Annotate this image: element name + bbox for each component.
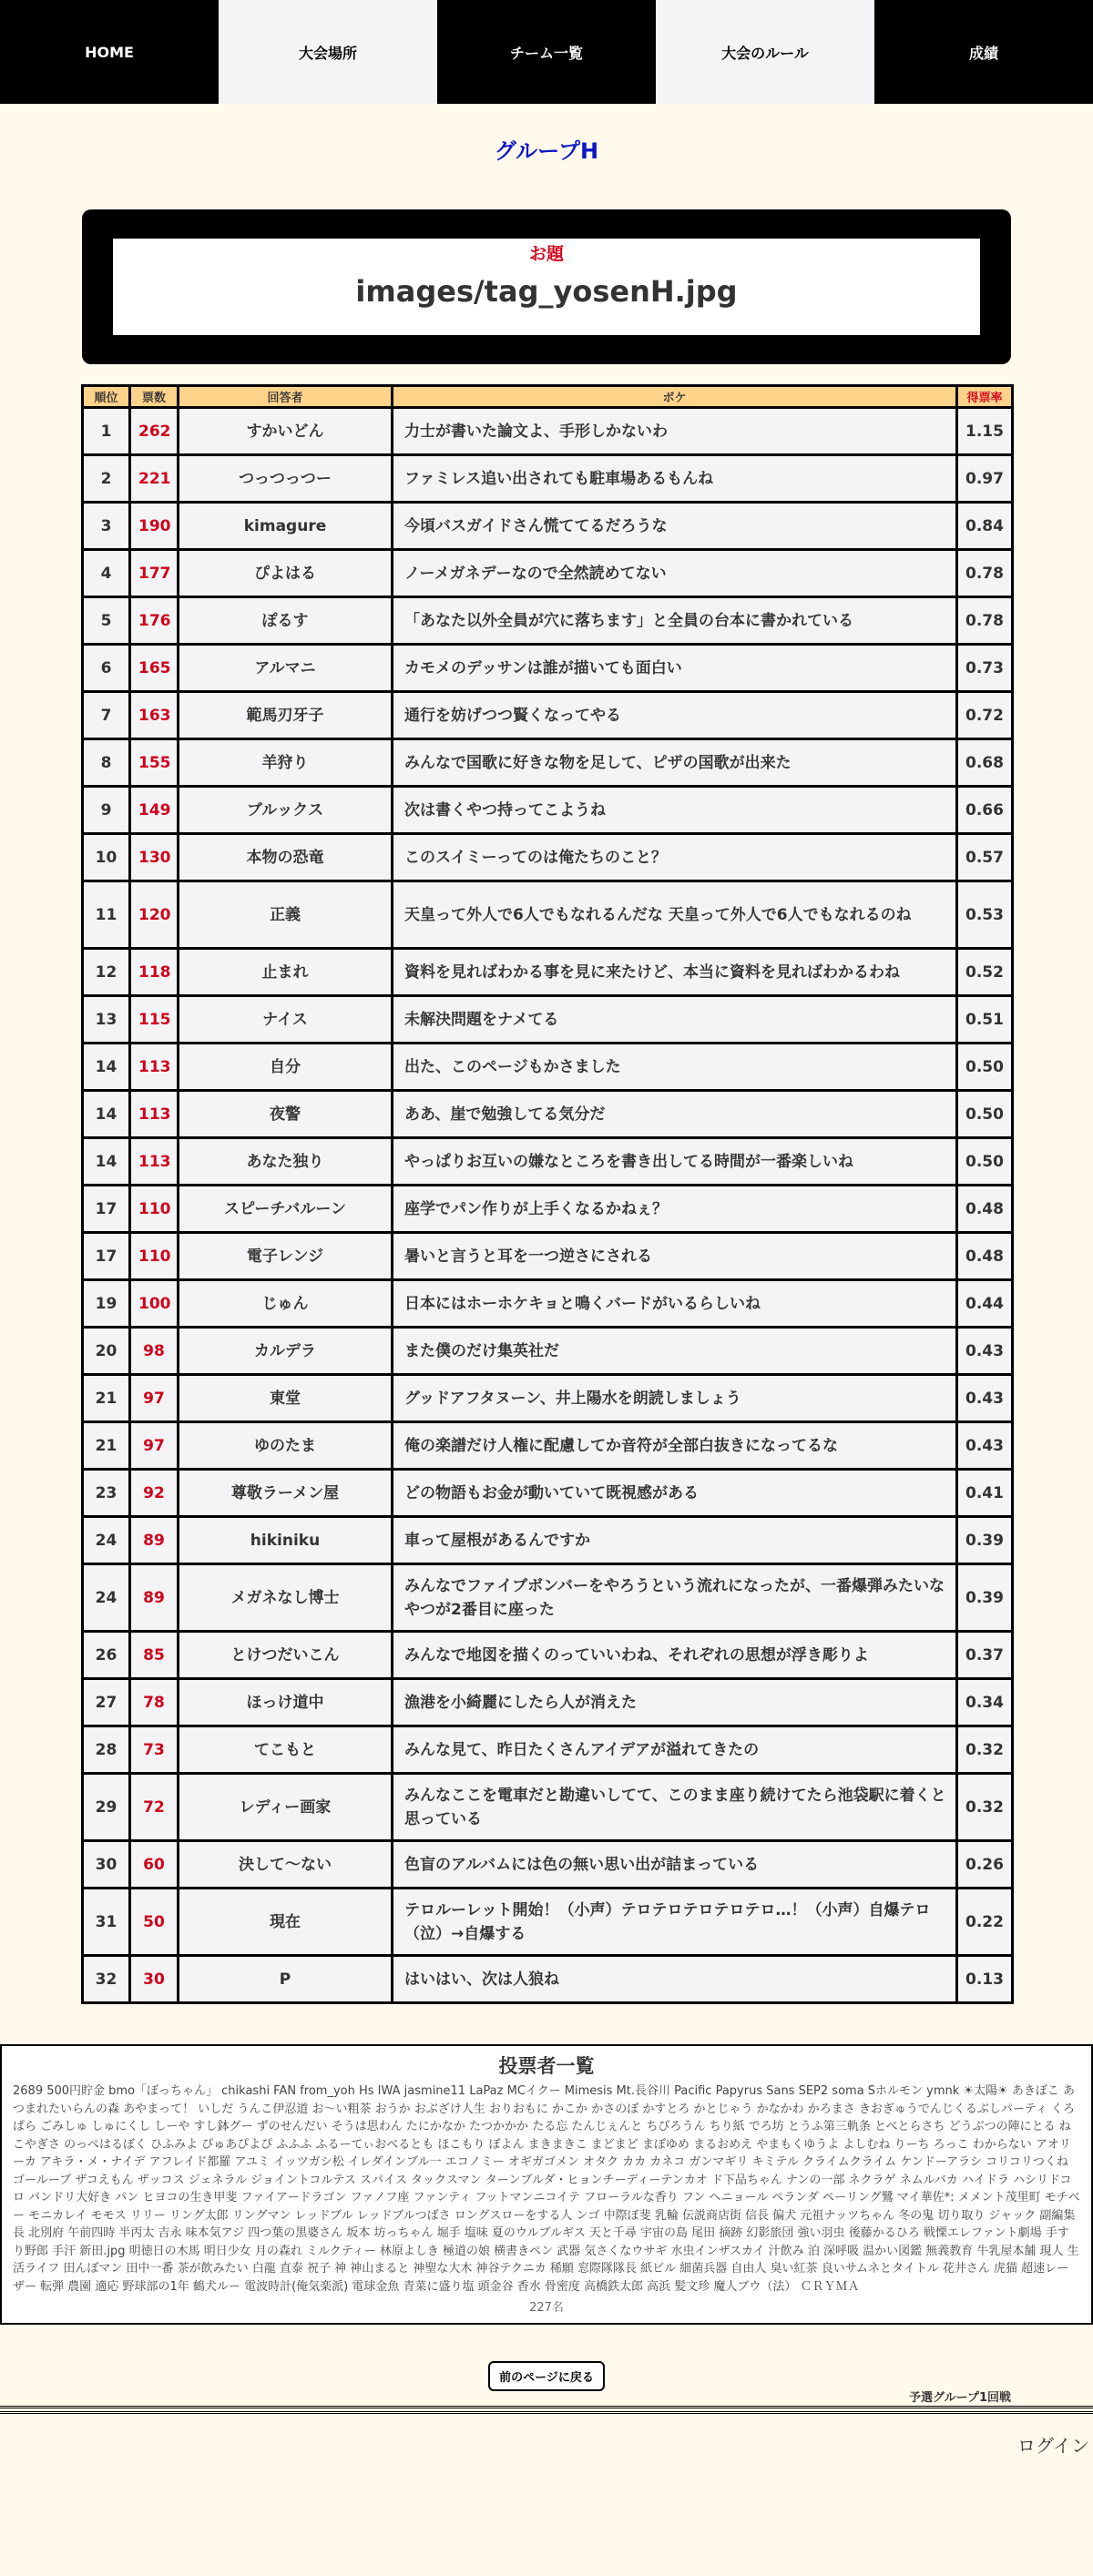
name-cell: じゅん — [179, 1280, 393, 1328]
votes-cell: 110 — [130, 1186, 179, 1233]
table-body — [83, 408, 1013, 2003]
table-row — [83, 1280, 1013, 1328]
footer-link-qualifier[interactable]: 予選グループ1回戦 — [908, 2391, 1011, 2405]
rate-cell: 0.66 — [957, 787, 1013, 834]
rank-cell: 11 — [83, 881, 130, 949]
votes-cell: 149 — [130, 787, 179, 834]
rank-cell: 23 — [83, 1470, 130, 1517]
name-cell: 本物の恐竜 — [179, 834, 393, 881]
voters-title: 投票者一覧 — [498, 2055, 595, 2077]
boke-cell: 座学でパン作りが上手くなるかねぇ？ — [393, 1186, 957, 1233]
theme-inner — [113, 239, 980, 335]
votes-cell: 89 — [130, 1564, 179, 1632]
header-votes: 票数 — [130, 386, 179, 408]
boke-cell: 漁港を小綺麗にしたら人が消えた — [393, 1679, 957, 1726]
table-row — [83, 739, 1013, 787]
boke-cell: みんなで国歌に好きな物を足して、ピザの国歌が出来た — [393, 739, 957, 787]
header-name: 回答者 — [179, 386, 393, 408]
boke-cell: 車って屋根があるんですか — [393, 1517, 957, 1564]
header-boke: ボケ — [393, 386, 957, 408]
name-cell: とけつだいこん — [179, 1632, 393, 1679]
nav-teams[interactable]: チーム一覧 — [437, 0, 656, 104]
nav-venue[interactable]: 大会場所 — [219, 0, 437, 104]
boke-cell: みんなで地図を描くのっていいわね、それぞれの思想が浮き彫りよ — [393, 1632, 957, 1679]
name-cell: 羊狩り — [179, 739, 393, 787]
rate-cell: 0.32 — [957, 1726, 1013, 1774]
boke-cell: グッドアフタヌーン、井上陽水を朗読しましょう — [393, 1375, 957, 1422]
table-row — [83, 1328, 1013, 1375]
name-cell: てこもと — [179, 1726, 393, 1774]
table-row — [83, 408, 1013, 455]
name-cell: 東堂 — [179, 1375, 393, 1422]
name-cell: 自分 — [179, 1044, 393, 1091]
nav-rules[interactable]: 大会のルール — [656, 0, 874, 104]
boke-cell: 通行を妨げつつ賢くなってやる — [393, 692, 957, 739]
table-row — [83, 949, 1013, 996]
rate-cell: 0.34 — [957, 1679, 1013, 1726]
rate-cell: 0.44 — [957, 1280, 1013, 1328]
name-cell: レディー画家 — [179, 1774, 393, 1841]
name-cell: ぽるす — [179, 597, 393, 645]
votes-cell: 30 — [130, 1956, 179, 2003]
rate-cell: 0.51 — [957, 996, 1013, 1044]
rank-cell: 30 — [83, 1841, 130, 1889]
name-cell: 電子レンジ — [179, 1233, 393, 1280]
table-header-row — [83, 386, 1013, 408]
rank-cell: 10 — [83, 834, 130, 881]
votes-cell: 97 — [130, 1422, 179, 1470]
boke-cell: みんなここを電車だと勘違いしてて、このまま座り続けてたら池袋駅に着くと思っている — [393, 1774, 957, 1841]
rank-cell: 1 — [83, 408, 130, 455]
rate-cell: 0.37 — [957, 1632, 1013, 1679]
rank-cell: 4 — [83, 550, 130, 597]
rank-cell: 14 — [83, 1044, 130, 1091]
votes-cell: 110 — [130, 1233, 179, 1280]
voters-panel — [0, 2044, 1093, 2325]
table-row — [83, 1044, 1013, 1091]
votes-cell: 92 — [130, 1470, 179, 1517]
rate-cell: 0.73 — [957, 645, 1013, 692]
boke-cell: どの物語もお金が動いていて既視感がある — [393, 1470, 957, 1517]
table-row — [83, 1233, 1013, 1280]
rate-cell: 0.78 — [957, 550, 1013, 597]
rank-cell: 6 — [83, 645, 130, 692]
name-cell: 現在 — [179, 1889, 393, 1956]
rate-cell: 0.50 — [957, 1091, 1013, 1138]
nav-home[interactable]: HOME — [0, 0, 219, 104]
name-cell: カルデラ — [179, 1328, 393, 1375]
name-cell: 止まれ — [179, 949, 393, 996]
votes-cell: 98 — [130, 1328, 179, 1375]
table-row — [83, 1726, 1013, 1774]
table-row — [83, 597, 1013, 645]
table-row — [83, 1774, 1013, 1841]
page-title: グループH — [494, 138, 599, 164]
header-rank: 順位 — [83, 386, 130, 408]
rate-cell: 0.53 — [957, 881, 1013, 949]
rank-cell: 21 — [83, 1375, 130, 1422]
rate-cell: 1.15 — [957, 408, 1013, 455]
votes-cell: 165 — [130, 645, 179, 692]
rate-cell: 0.43 — [957, 1422, 1013, 1470]
rank-cell: 9 — [83, 787, 130, 834]
rank-cell: 28 — [83, 1726, 130, 1774]
rank-cell: 17 — [83, 1186, 130, 1233]
name-cell: つっつっつー — [179, 455, 393, 503]
votes-cell: 78 — [130, 1679, 179, 1726]
rate-cell: 0.50 — [957, 1044, 1013, 1091]
table-row — [83, 787, 1013, 834]
rate-cell: 0.52 — [957, 949, 1013, 996]
votes-cell: 221 — [130, 455, 179, 503]
boke-cell: 未解決問題をナメてる — [393, 996, 957, 1044]
name-cell: ゆのたま — [179, 1422, 393, 1470]
table-row — [83, 1564, 1013, 1632]
rank-cell: 17 — [83, 1233, 130, 1280]
login-link[interactable]: ログイン — [1017, 2435, 1089, 2457]
header-rate: 得票率 — [957, 386, 1013, 408]
rank-cell: 32 — [83, 1956, 130, 2003]
name-cell: 尊敬ラーメン屋 — [179, 1470, 393, 1517]
rank-cell: 12 — [83, 949, 130, 996]
table-row — [83, 503, 1013, 550]
votes-cell: 113 — [130, 1091, 179, 1138]
boke-cell: このスイミーってのは俺たちのこと？ — [393, 834, 957, 881]
table-row — [83, 455, 1013, 503]
name-cell: アルマニ — [179, 645, 393, 692]
votes-cell: 113 — [130, 1138, 179, 1186]
back-button[interactable]: 前のページに戻る — [488, 2361, 605, 2391]
name-cell: hikiniku — [179, 1517, 393, 1564]
boke-cell: テロルーレット開始！（小声）テロテロテロテロテロ…！（小声）自爆テロ（泣）→自爆する — [393, 1889, 957, 1956]
votes-cell: 100 — [130, 1280, 179, 1328]
rate-cell: 0.84 — [957, 503, 1013, 550]
voters-list: 2689 500円貯金 bmo「ぼっちゃん」 chikashi FAN from_yoh Hs IWA jasmine11 LaPaz MCイクー Mimesis Mt.長谷川 Pacific Papyrus Sans SEP2 soma Sホルモン ymnk ☀太陽☀ あきぼこ あつまれたいらんの森 あやまって！ いしだ うんこ伊忍道 お〜い粗茶 おうか おぶざけ人生 おりおもに かこか かさのぼ かすとろ かとじゃう かなかわ かろまさ きおぎゅうでんじくるぶしパーティ くろぱら ごみしゅ しゅにくし しーや すし鉢グー ずのせんだい そうは思わん たにかなか たつかかか たる忘 たんじぇんと ちびろうん ちり紙 でろ坊 とうふ第三軌条 とべとらさち どうぶつの陣にとる ねこやぎさ のっぺはるぼく ひふみよ ぴゅあぴよぴ ふふふ ふるーてぃおべるとも ほこもり ぼよん まきまきこ まどまど まぼゆめ まるおめえ やまもくゆうよ よしむね りーち ろっこ わからない アオリーカ アキラ・メ・ナイデ アフレイド都羅 アユミ イッツガシ松 イレダインブル一 エコノミー オギガゴメン オタク カカ カネコ ガンマギリ キミテル クライムクライム ケンドーアラシ コリコリつくね ゴールーブ ザコえもん ザッコス ジェネラル ジョイントコルテス スパイス タックスマン ターンブルダ・ヒョンチーディーテンカオ ド下品ちゃん ナンの一部 ネクラゲ ネムルバカ ハイドラ ハシリドコロ バンドリ大好き パン ヒヨコの生き甲斐 ファイアードラゴン ファノフ座 ファンティ フットマンニコイテ フローラルな香り フン ヘニョール ペランダ ペーリング鷺 マイ華佐*: メメント茂里町 モチベー モニカレイ モモス リリー リング太郎 リングマン レッドブル レッドブルつばさ ロングスローをする人 ンゴ 中際ぼ斐 乳輪 伝説商店街 信長 偏犬 元祖ナッツちゃん 冬の鬼 切り取り ジャック 副編集長 北別府 午前四時 半丙太 吉永 味本気アジ 四つ葉の黒婆さん 坂本 坊っちゃん 堀手 塩味 夏のウルブルギス 天と千尋 宇宙の島 尾田 摘跡 幻影旅団 強い羽虫 後藤かるひろ 戦慄エレファント劇場 手すり野郎 手汗 新田.jpg 明徳日の木馬 明日少女 月の森れ ミルクティー 林原よしき 極道の娘 横書きペン 武器 気さくなウサギ 水虫インザスカイ 汁飲み 泊 深呼吸 温かい図鑑 無義教育 牛乳屋本舗 現人 生活ライフ 田んぼマン 田中一番 茶が飲みたい 白龍 直泰 祝子 神 神山まると 神聖な大木 神谷テクニカ 稀願 窓際隊隊長 紙ビル 細菌兵器 自由人 臭い紅茶 良いサムネとタイトル 花井さん 虎猫 超速レーザー 転弾 農園 適応 野球部の1年 鶴犬ルー 電波時計(俺気楽派) 電球金魚 青菜に盛り塩 頭金谷 香水 骨密度 高橋鉄太郎 高浜 髪文珍 魔人ブウ（法） ＣＲＹＭＡ — [13, 2084, 1080, 2294]
footer-divider — [0, 2406, 1093, 2414]
votes-cell: 89 — [130, 1517, 179, 1564]
votes-cell: 118 — [130, 949, 179, 996]
votes-cell: 50 — [130, 1889, 179, 1956]
boke-cell: 力士が書いた論文よ、手形しかないわ — [393, 408, 957, 455]
rate-cell: 0.39 — [957, 1517, 1013, 1564]
votes-cell: 155 — [130, 739, 179, 787]
name-cell: ブルックス — [179, 787, 393, 834]
rate-cell: 0.41 — [957, 1470, 1013, 1517]
rank-cell: 24 — [83, 1517, 130, 1564]
rank-cell: 2 — [83, 455, 130, 503]
results-table — [81, 384, 1014, 2004]
name-cell: ほっけ道中 — [179, 1679, 393, 1726]
rank-cell: 27 — [83, 1679, 130, 1726]
rate-cell: 0.13 — [957, 1956, 1013, 2003]
rank-cell: 29 — [83, 1774, 130, 1841]
rank-cell: 14 — [83, 1091, 130, 1138]
name-cell: あなた独り — [179, 1138, 393, 1186]
name-cell: メガネなし博士 — [179, 1564, 393, 1632]
table-row — [83, 834, 1013, 881]
rank-cell: 14 — [83, 1138, 130, 1186]
rank-cell: 31 — [83, 1889, 130, 1956]
rank-cell: 26 — [83, 1632, 130, 1679]
boke-cell: みんな見て、昨日たくさんアイデアが溢れてきたの — [393, 1726, 957, 1774]
rate-cell: 0.78 — [957, 597, 1013, 645]
boke-cell: 俺の楽譜だけ人権に配慮してか音符が全部白抜きになってるな — [393, 1422, 957, 1470]
rate-cell: 0.48 — [957, 1186, 1013, 1233]
nav-results[interactable]: 成績 — [874, 0, 1093, 104]
table-row — [83, 1138, 1013, 1186]
boke-cell: はいはい、次は人狼ね — [393, 1956, 957, 2003]
votes-cell: 73 — [130, 1726, 179, 1774]
rate-cell: 0.72 — [957, 692, 1013, 739]
name-cell: ぴよはる — [179, 550, 393, 597]
name-cell: kimagure — [179, 503, 393, 550]
table-row — [83, 645, 1013, 692]
boke-cell: 色盲のアルバムには色の無い思い出が詰まっている — [393, 1841, 957, 1889]
boke-cell: 次は書くやつ持ってこようね — [393, 787, 957, 834]
rank-cell: 8 — [83, 739, 130, 787]
name-cell: P — [179, 1956, 393, 2003]
votes-cell: 60 — [130, 1841, 179, 1889]
rank-cell: 19 — [83, 1280, 130, 1328]
rate-cell: 0.43 — [957, 1375, 1013, 1422]
table-row — [83, 1517, 1013, 1564]
rate-cell: 0.97 — [957, 455, 1013, 503]
table-row — [83, 1889, 1013, 1956]
name-cell: 範馬刃牙子 — [179, 692, 393, 739]
boke-cell: 天皇って外人で6人でもなれるんだな 天皇って外人で6人でもなれるのね — [393, 881, 957, 949]
votes-cell: 163 — [130, 692, 179, 739]
votes-cell: 262 — [130, 408, 179, 455]
table-row — [83, 996, 1013, 1044]
boke-cell: 出た、このページもかさました — [393, 1044, 957, 1091]
boke-cell: ファミレス追い出されても駐車場あるもんね — [393, 455, 957, 503]
name-cell: すかいどん — [179, 408, 393, 455]
table-row — [83, 1632, 1013, 1679]
votes-cell: 97 — [130, 1375, 179, 1422]
votes-cell: 115 — [130, 996, 179, 1044]
boke-cell: 今頃バスガイドさん慌ててるだろうな — [393, 503, 957, 550]
votes-cell: 176 — [130, 597, 179, 645]
boke-cell: また僕のだけ集英社だ — [393, 1328, 957, 1375]
boke-cell: カモメのデッサンは誰が描いても面白い — [393, 645, 957, 692]
table-row — [83, 692, 1013, 739]
name-cell: 正義 — [179, 881, 393, 949]
votes-cell: 190 — [130, 503, 179, 550]
votes-cell: 120 — [130, 881, 179, 949]
table-row — [83, 1470, 1013, 1517]
rank-cell: 21 — [83, 1422, 130, 1470]
rate-cell: 0.22 — [957, 1889, 1013, 1956]
name-cell: 夜警 — [179, 1091, 393, 1138]
rank-cell: 24 — [83, 1564, 130, 1632]
rate-cell: 0.68 — [957, 739, 1013, 787]
name-cell: スピーチバルーン — [179, 1186, 393, 1233]
rate-cell: 0.43 — [957, 1328, 1013, 1375]
table-row — [83, 1956, 1013, 2003]
voters-count: 227名 — [529, 2301, 564, 2315]
table-row — [83, 1679, 1013, 1726]
rate-cell: 0.57 — [957, 834, 1013, 881]
table-row — [83, 550, 1013, 597]
rank-cell: 5 — [83, 597, 130, 645]
rank-cell: 13 — [83, 996, 130, 1044]
boke-cell: 資料を見ればわかる事を見に来たけど、本当に資料を見ればわかるわね — [393, 949, 957, 996]
boke-cell: 日本にはホーホケキョと鳴くバードがいるらしいね — [393, 1280, 957, 1328]
votes-cell: 177 — [130, 550, 179, 597]
rate-cell: 0.39 — [957, 1564, 1013, 1632]
theme-image-path: images/tag_yosenH.jpg — [355, 274, 738, 309]
name-cell: 決して〜ない — [179, 1841, 393, 1889]
theme-label: お題 — [528, 244, 564, 264]
rank-cell: 20 — [83, 1328, 130, 1375]
votes-cell: 85 — [130, 1632, 179, 1679]
rate-cell: 0.48 — [957, 1233, 1013, 1280]
boke-cell: 「あなた以外全員が穴に落ちます」と全員の台本に書かれている — [393, 597, 957, 645]
theme-box — [82, 209, 1011, 364]
votes-cell: 130 — [130, 834, 179, 881]
boke-cell: やっぱりお互いの嫌なところを書き出してる時間が一番楽しいね — [393, 1138, 957, 1186]
rate-cell: 0.32 — [957, 1774, 1013, 1841]
name-cell: ナイス — [179, 996, 393, 1044]
rate-cell: 0.50 — [957, 1138, 1013, 1186]
table-row — [83, 881, 1013, 949]
top-nav — [0, 0, 1093, 104]
table-row — [83, 1186, 1013, 1233]
table-row — [83, 1091, 1013, 1138]
table-row — [83, 1422, 1013, 1470]
boke-cell: ああ、崖で勉強してる気分だ — [393, 1091, 957, 1138]
votes-cell: 72 — [130, 1774, 179, 1841]
rank-cell: 3 — [83, 503, 130, 550]
table-row — [83, 1375, 1013, 1422]
boke-cell: ノーメガネデーなので全然読めてない — [393, 550, 957, 597]
votes-cell: 113 — [130, 1044, 179, 1091]
rate-cell: 0.26 — [957, 1841, 1013, 1889]
boke-cell: 暑いと言うと耳を一つ逆さにされる — [393, 1233, 957, 1280]
table-row — [83, 1841, 1013, 1889]
boke-cell: みんなでファイブボンバーをやろうという流れになったが、一番爆弾みたいなやつが2番目に座った — [393, 1564, 957, 1632]
rank-cell: 7 — [83, 692, 130, 739]
